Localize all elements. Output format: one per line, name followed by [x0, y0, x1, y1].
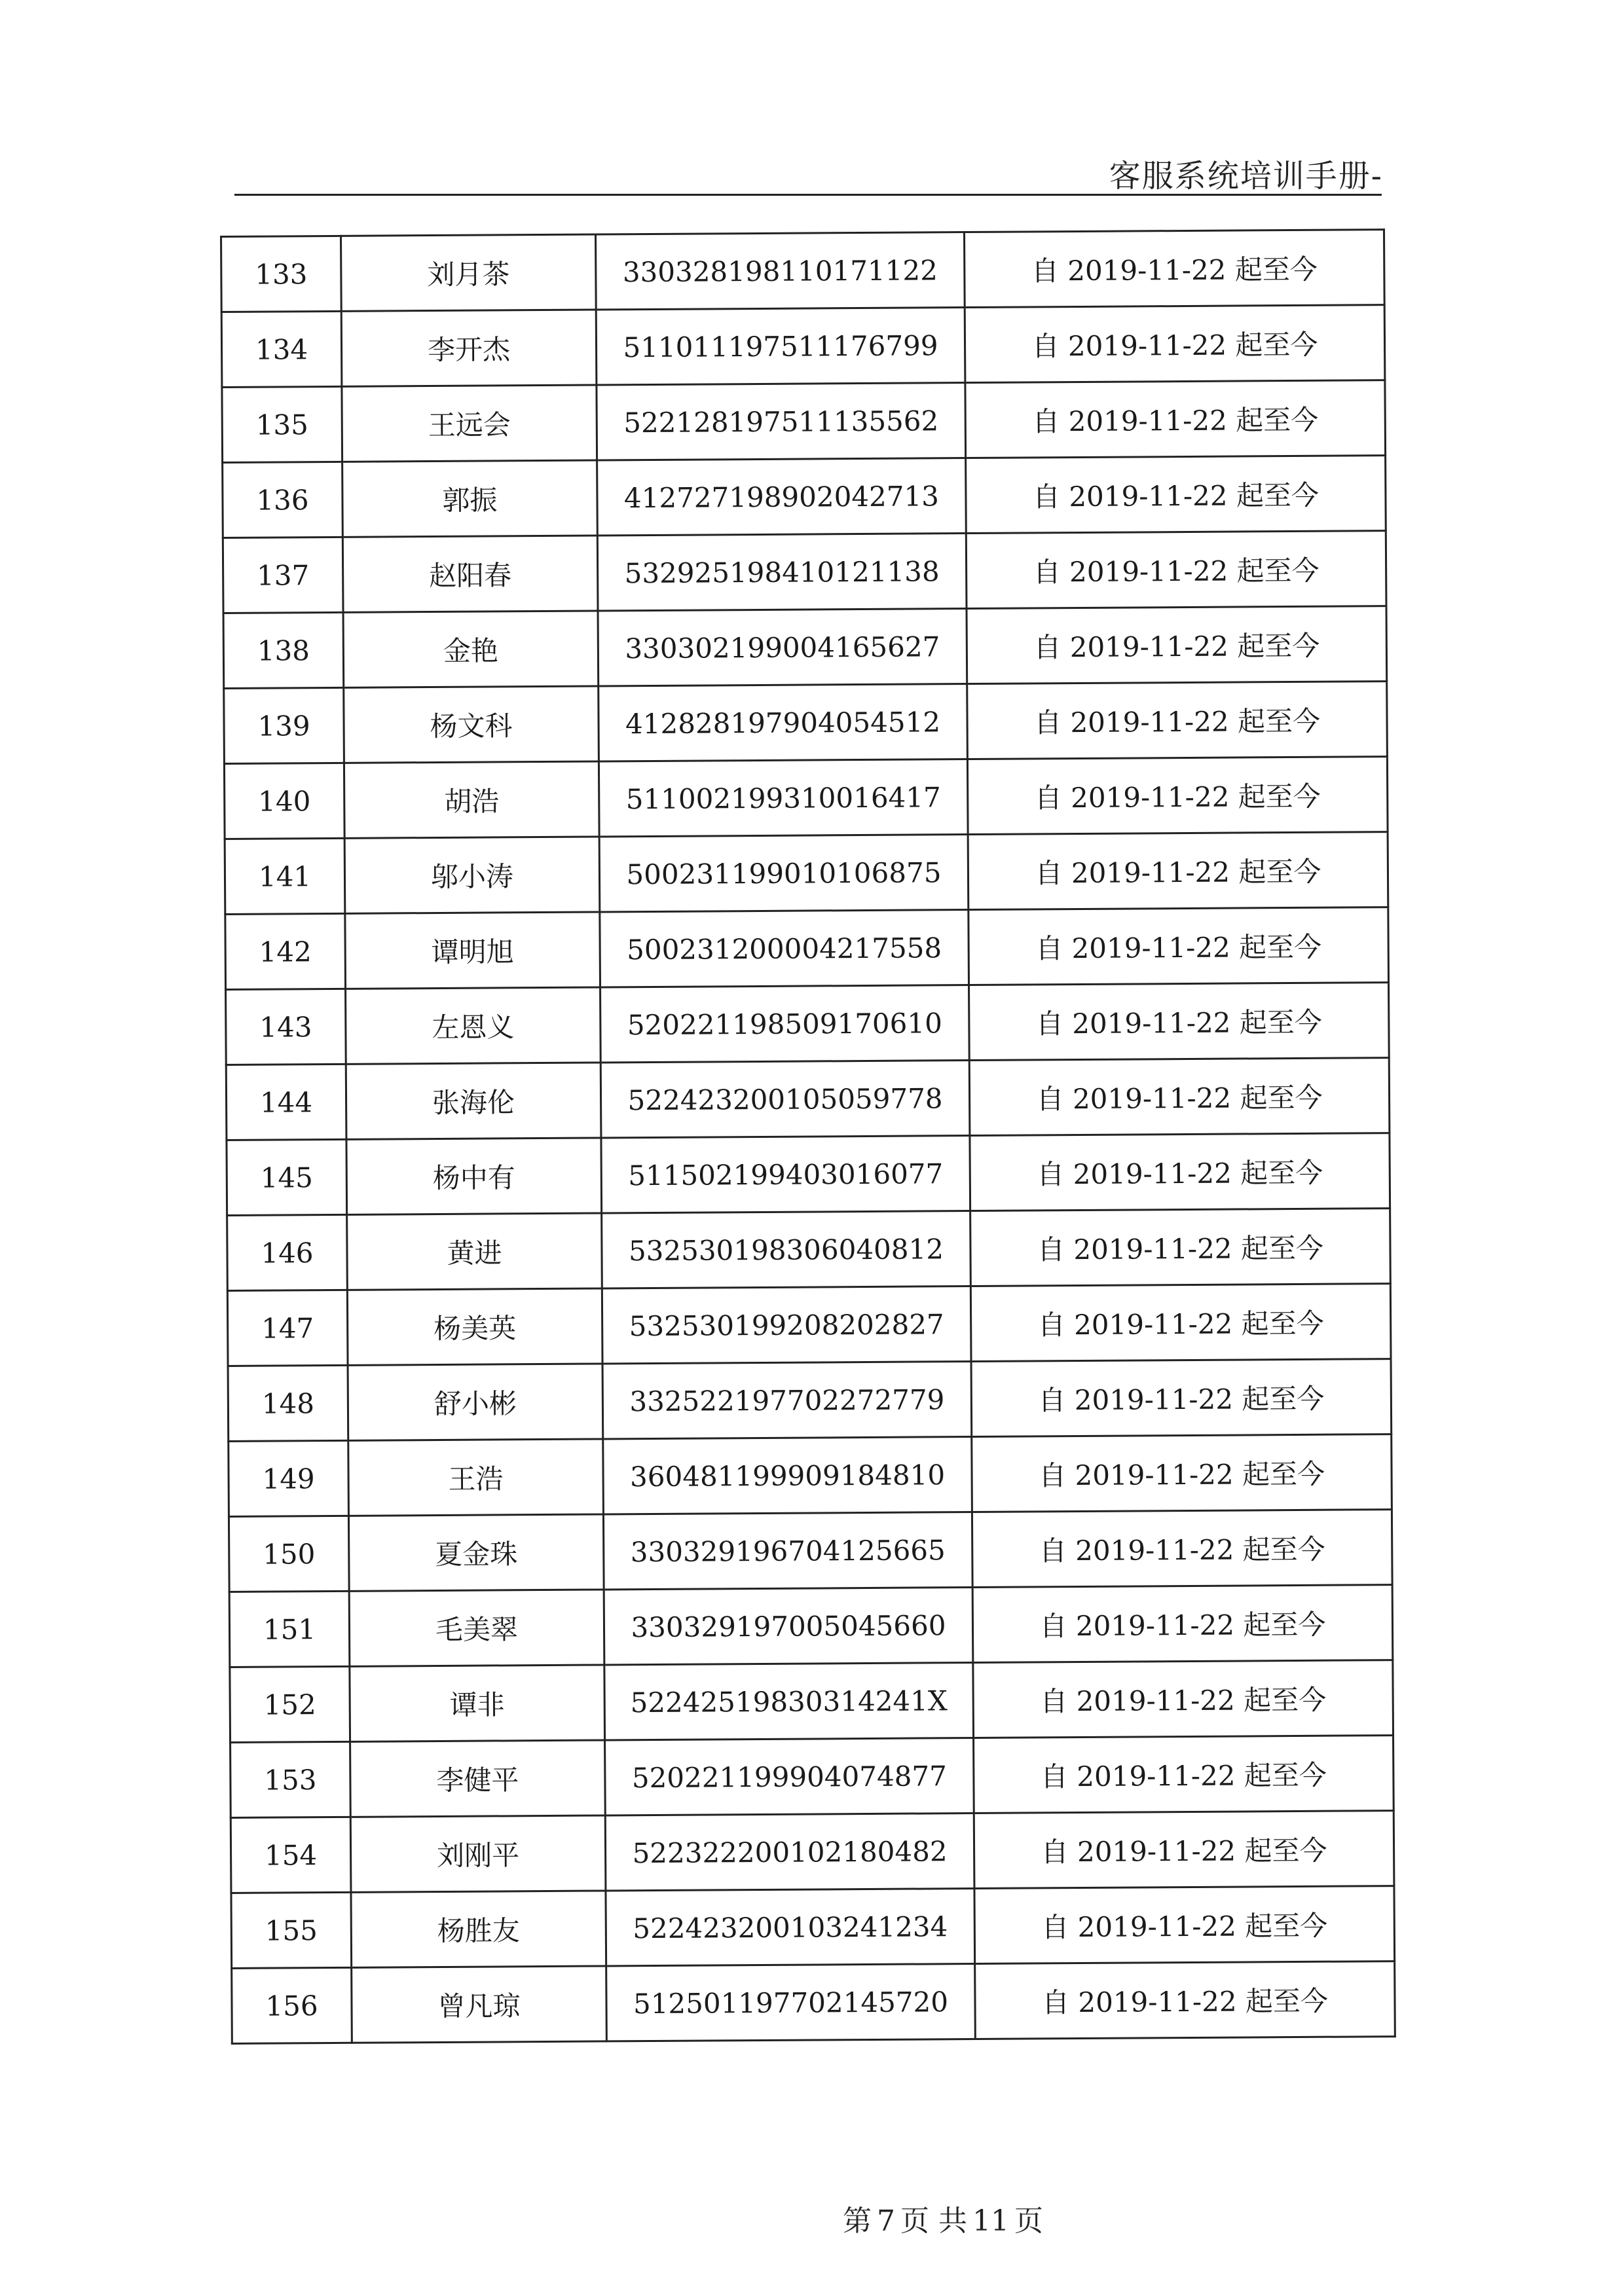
- table-row: [231, 1886, 1395, 1969]
- valid-period-cell: 自 2019-11-22 起至今: [974, 1811, 1394, 1889]
- id-number-cell: 520221198509170610: [600, 985, 970, 1063]
- id-number-cell: 511502199403016077: [601, 1136, 970, 1213]
- id-number-cell: 532530199208202827: [602, 1286, 971, 1364]
- row-number-cell: 153: [231, 1741, 351, 1817]
- row-number-cell: 138: [223, 612, 344, 688]
- person-name-cell: 赵阳春: [342, 536, 598, 612]
- person-name-cell: 李健平: [350, 1740, 606, 1817]
- row-number-cell: 144: [226, 1064, 346, 1140]
- valid-period-cell: 自 2019-11-22 起至今: [974, 1736, 1394, 1813]
- id-number-cell: 500231199010106875: [599, 835, 969, 912]
- table-row: [228, 1359, 1392, 1442]
- id-number-cell: 330329196704125665: [603, 1512, 972, 1590]
- row-number-cell: 140: [224, 763, 344, 839]
- row-number-cell: 133: [221, 236, 342, 312]
- id-number-cell: 511011197511176799: [596, 308, 965, 385]
- valid-period-cell: 自 2019-11-22 起至今: [967, 757, 1388, 835]
- id-number-cell: 511002199310016417: [599, 759, 968, 837]
- id-number-cell: 360481199909184810: [603, 1437, 972, 1514]
- valid-period-cell: 自 2019-11-22 起至今: [966, 531, 1386, 609]
- table-row: [231, 1811, 1394, 1893]
- table-row: [225, 907, 1389, 990]
- valid-period-cell: 自 2019-11-22 起至今: [965, 305, 1385, 383]
- header-title: 客服系统培训手册-: [1109, 158, 1383, 194]
- id-number-cell: 330328198110171122: [595, 232, 965, 310]
- personnel-table-container: [220, 228, 1386, 2045]
- person-name-cell: 谭明旭: [345, 912, 600, 989]
- table-row: [221, 305, 1385, 388]
- table-row: [225, 832, 1388, 915]
- person-name-cell: 张海伦: [346, 1063, 601, 1139]
- person-name-cell: 谭非: [350, 1665, 605, 1741]
- header-divider: [234, 194, 1382, 196]
- page-footer: [0, 2197, 1624, 2239]
- person-name-cell: 曾凡琼: [352, 1966, 607, 2043]
- valid-period-cell: 自 2019-11-22 起至今: [972, 1510, 1392, 1588]
- id-number-cell: 532925198410121138: [597, 534, 967, 611]
- id-number-cell: 412727198902042713: [597, 458, 967, 536]
- row-number-cell: 134: [221, 311, 342, 387]
- table-row: [231, 1736, 1394, 1818]
- row-number-cell: 142: [225, 913, 346, 989]
- person-name-cell: 李开杰: [341, 310, 597, 386]
- table-row: [226, 1058, 1390, 1140]
- table-row: [224, 682, 1388, 764]
- valid-period-cell: 自 2019-11-22 起至今: [969, 907, 1389, 985]
- row-number-cell: 135: [222, 386, 342, 462]
- row-number-cell: 156: [232, 1967, 352, 2043]
- person-name-cell: 左恩义: [346, 987, 601, 1064]
- valid-period-cell: 自 2019-11-22 起至今: [972, 1585, 1393, 1663]
- table-row: [232, 1961, 1395, 2044]
- id-number-cell: 522423200103241234: [606, 1889, 975, 1966]
- row-number-cell: 152: [230, 1666, 350, 1742]
- valid-period-cell: 自 2019-11-22 起至今: [974, 1886, 1395, 1964]
- table-row: [223, 531, 1386, 613]
- valid-period-cell: 自 2019-11-22 起至今: [968, 832, 1388, 910]
- valid-period-cell: 自 2019-11-22 起至今: [970, 1284, 1391, 1362]
- row-number-cell: 147: [227, 1290, 348, 1366]
- table-body: [221, 230, 1395, 2044]
- valid-period-cell: 自 2019-11-22 起至今: [975, 1961, 1395, 2039]
- person-name-cell: 郭振: [342, 460, 598, 537]
- person-name-cell: 毛美翠: [349, 1590, 604, 1666]
- table-row: [227, 1284, 1391, 1366]
- page-prefix: 第: [843, 2204, 872, 2238]
- valid-period-cell: 自 2019-11-22 起至今: [972, 1434, 1392, 1512]
- id-number-cell: 330302199004165627: [598, 609, 967, 686]
- person-name-cell: 邬小涛: [344, 837, 600, 913]
- table-row: [229, 1585, 1393, 1667]
- valid-period-cell: 自 2019-11-22 起至今: [969, 1058, 1390, 1136]
- table-row: [230, 1660, 1393, 1743]
- table-row: [222, 380, 1386, 463]
- page-current: 7: [877, 2204, 895, 2238]
- table-row: [224, 757, 1388, 839]
- personnel-table: [220, 228, 1396, 2045]
- id-number-cell: 522128197511135562: [597, 383, 966, 460]
- page-suffix: 页: [1014, 2204, 1043, 2238]
- row-number-cell: 148: [228, 1365, 348, 1441]
- valid-period-cell: 自 2019-11-22 起至今: [967, 682, 1388, 759]
- valid-period-cell: 自 2019-11-22 起至今: [970, 1133, 1390, 1211]
- person-name-cell: 刘月茶: [341, 234, 597, 311]
- row-number-cell: 154: [231, 1817, 351, 1893]
- table-row: [223, 456, 1386, 538]
- row-number-cell: 150: [229, 1516, 349, 1592]
- person-name-cell: 黄进: [347, 1213, 602, 1290]
- table-row: [226, 983, 1390, 1065]
- table-row: [229, 1510, 1392, 1592]
- row-number-cell: 145: [227, 1139, 347, 1215]
- table-row: [223, 606, 1387, 689]
- person-name-cell: 王浩: [348, 1439, 604, 1516]
- valid-period-cell: 自 2019-11-22 起至今: [969, 983, 1390, 1061]
- valid-period-cell: 自 2019-11-22 起至今: [966, 456, 1386, 534]
- person-name-cell: 胡浩: [344, 761, 599, 838]
- person-name-cell: 舒小彬: [348, 1364, 603, 1440]
- valid-period-cell: 自 2019-11-22 起至今: [973, 1660, 1393, 1738]
- table-row: [221, 230, 1385, 312]
- id-number-cell: 512501197702145720: [606, 1964, 976, 2041]
- table-row: [229, 1434, 1392, 1517]
- valid-period-cell: 自 2019-11-22 起至今: [970, 1209, 1391, 1286]
- id-number-cell: 332522197702272779: [602, 1362, 972, 1439]
- row-number-cell: 141: [225, 838, 345, 914]
- person-name-cell: 杨美英: [347, 1288, 602, 1365]
- person-name-cell: 夏金珠: [348, 1514, 604, 1591]
- person-name-cell: 刘刚平: [350, 1815, 606, 1892]
- valid-period-cell: 自 2019-11-22 起至今: [965, 380, 1386, 458]
- id-number-cell: 412828197904054512: [599, 684, 968, 761]
- row-number-cell: 151: [229, 1591, 350, 1667]
- page-total: 11: [972, 2204, 1009, 2238]
- id-number-cell: 532530198306040812: [602, 1211, 971, 1288]
- person-name-cell: 王远会: [342, 385, 597, 462]
- row-number-cell: 155: [231, 1892, 352, 1968]
- row-number-cell: 149: [229, 1440, 349, 1516]
- id-number-cell: 52242519830314241X: [604, 1663, 974, 1740]
- id-number-cell: 330329197005045660: [604, 1588, 973, 1665]
- id-number-cell: 522322200102180482: [605, 1813, 974, 1891]
- row-number-cell: 143: [226, 989, 346, 1065]
- table-row: [227, 1133, 1390, 1216]
- id-number-cell: 520221199904074877: [605, 1738, 974, 1815]
- table-row: [227, 1209, 1391, 1291]
- valid-period-cell: 自 2019-11-22 起至今: [967, 606, 1387, 684]
- person-name-cell: 金艳: [343, 611, 599, 687]
- valid-period-cell: 自 2019-11-22 起至今: [971, 1359, 1392, 1437]
- person-name-cell: 杨文科: [344, 686, 599, 763]
- row-number-cell: 137: [223, 537, 343, 613]
- row-number-cell: 146: [227, 1214, 348, 1290]
- valid-period-cell: 自 2019-11-22 起至今: [964, 230, 1384, 308]
- id-number-cell: 522423200105059778: [600, 1061, 970, 1138]
- person-name-cell: 杨胜友: [351, 1891, 606, 1967]
- person-name-cell: 杨中有: [346, 1138, 602, 1214]
- row-number-cell: 139: [224, 687, 344, 763]
- row-number-cell: 136: [223, 462, 343, 538]
- page-mid: 页 共: [900, 2204, 967, 2238]
- id-number-cell: 500231200004217558: [600, 910, 969, 987]
